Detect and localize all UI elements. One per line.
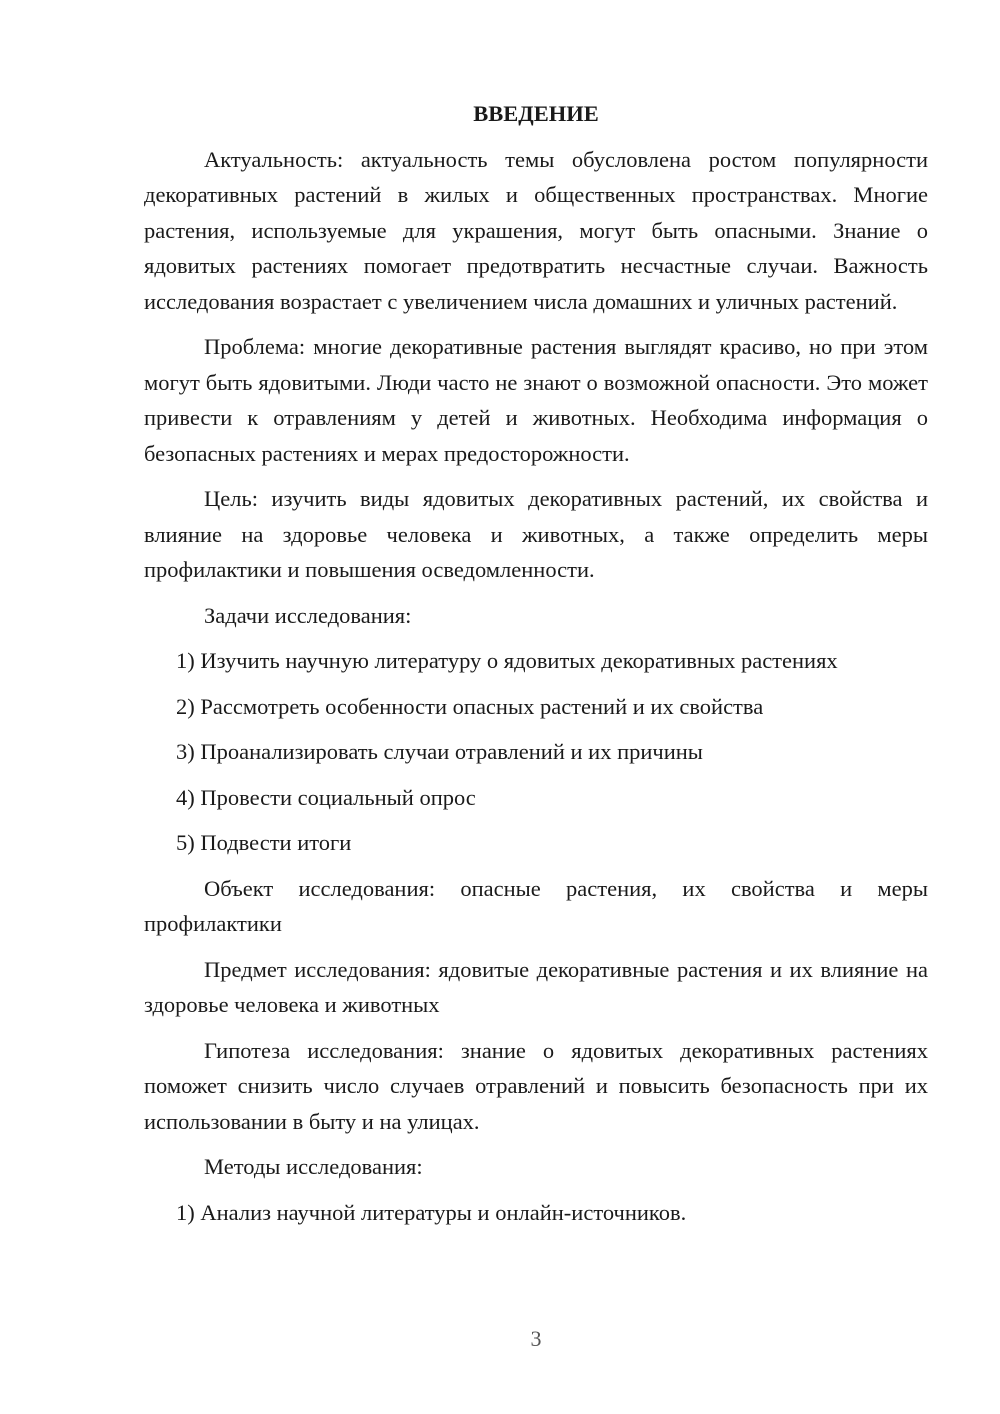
task-item-4: 4) Провести социальный опрос xyxy=(176,784,476,810)
method-item-1: 1) Анализ научной литературы и онлайн-источников. xyxy=(176,1199,687,1225)
page-content xyxy=(144,96,928,1240)
goal-paragraph: Цель: изучить виды ядовитых декоративных растений, их свойства и влияние на здоровье человека и животных, а также определить меры профилактики и повышения осведомленности. xyxy=(144,486,928,582)
tasks-heading: Задачи исследования: xyxy=(204,602,412,628)
task-item-5: 5) Подвести итоги xyxy=(176,830,352,855)
relevance-paragraph: Актуальность: актуальность темы обусловлена ростом популярности декоративных растений в жилых и общественных пространствах. Многие растения, используемые для украшения, могут быть опасными. Знание о ядовитых растениях помогает предотвратить несчастные случаи. Важность исследования возрастает с увеличением числа домашних и уличных растений. xyxy=(144,146,928,314)
section-title: ВВЕДЕНИЕ xyxy=(473,101,599,126)
hypothesis-paragraph: Гипотеза исследования: знание о ядовитых декоративных растениях поможет снизить число случаев отравлений и повысить безопасность при их использовании в быту и на улицах. xyxy=(144,1037,928,1134)
object-paragraph: Объект исследования: опасные растения, их свойства и меры профилактики xyxy=(144,875,928,936)
subject-paragraph: Предмет исследования: ядовитые декоративные растения и их влияние на здоровье человека и животных xyxy=(144,956,928,1017)
task-item-2: 2) Рассмотреть особенности опасных растений и их свойства xyxy=(176,693,764,719)
methods-heading: Методы исследования: xyxy=(204,1154,423,1179)
task-item-3: 3) Проанализировать случаи отравлений и их причины xyxy=(176,739,703,764)
problem-paragraph: Проблема: многие декоративные растения выглядят красиво, но при этом могут быть ядовитыми. Люди часто не знают о возможной опасности. Это может привести к отравлениям у детей и животных. Необходима информация о безопасных растениях и мерах предосторожности. xyxy=(144,334,928,466)
task-item-1: 1) Изучить научную литературу о ядовитых декоративных растениях xyxy=(176,648,838,673)
page-number: 3 xyxy=(530,1326,542,1351)
